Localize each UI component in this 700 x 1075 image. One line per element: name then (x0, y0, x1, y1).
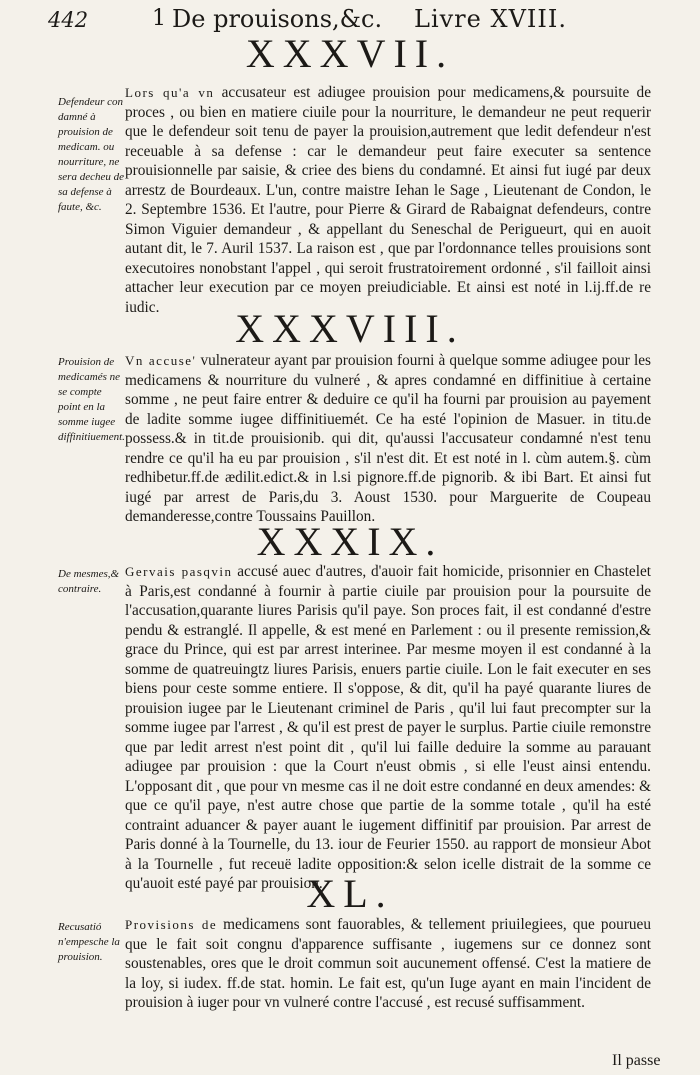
running-title: De prouisons,&c. (172, 5, 383, 33)
margin-note: De mesmes,& contraire. (58, 568, 120, 595)
section-paragraph (125, 351, 651, 527)
paragraph-lead: Provisions de (125, 917, 218, 932)
margin-note: Prouision de medicamés ne se compte point en la somme iugee diffinitiuement. (58, 356, 125, 443)
catchword: Il passe (612, 1052, 661, 1069)
section-number: XXXIX. (256, 519, 444, 564)
paragraph-lead: Vn accuse' (125, 353, 197, 368)
running-header (0, 0, 700, 33)
section-number: XXXVII. (245, 31, 455, 76)
section-number: XXXVIII. (235, 306, 465, 351)
paragraph-text: vulnerateur ayant par prouision fourni à quelque somme adiugee pour les medicamens & nourriture du vulneré , & apres condamné en diffinitiue à certaine somme , ne peut faire entrer & deduire ce qu'il ha fourni par prouision au payement de ladite somme iugee diffinitiuemét. Ce ha esté l'opinion de Masuer. in titu.de possess.& in tit.de prouisionib. qui dit, qu'aussi l'accusateur condamné n'est tenu rendre ce qu'il ha eu par prouision , s'il n'est dit. Et est noté in l. cùm autem.§. cùm redhibetur.ff.de ædilit.edict.& in l.si pignore.ff.de pignorib. & ibi Bart. Et ainsi fut iugé par arrest de Paris,du 3. Aoust 1530. pour Marguerite de Coupeau demanderesse,contre Toussains Pauillon. (125, 352, 651, 525)
margin-note: Defendeur con damné à prouision de medicam. ou nourriture, ne sera decheu de sa defense à faute, &c. (58, 96, 124, 213)
paragraph-lead: Lors qu'a vn (125, 85, 215, 100)
header-mark: 1 (152, 6, 166, 31)
section-paragraph (125, 562, 651, 894)
paragraph-text: medicamens sont fauorables, & tellement priuilegiees, que pourueu que le fait soit congnu d'apparence suffisante , iugemens sur ce donnez sont soustenables, ores que le droit commun soit aucunement offensé. C'est la matiere de la loy, si iudex. ff.de stat. homin. Le fait est, qu'un Iuge ayant en main l'incident de prouision à iuger pour vn vulneré contre l'accusé , est recusé suffisamment. (125, 916, 651, 1011)
section-paragraph (125, 83, 651, 317)
page-number: 442 (48, 8, 89, 32)
margin-note: Recusatió n'empesche la prouision. (58, 921, 120, 963)
section-paragraph (125, 915, 651, 1013)
book-label: Livre XVIII. (414, 5, 567, 33)
paragraph-lead: Gervais pasqvin (125, 564, 233, 579)
paragraph-text: accusé auec d'autres, d'auoir fait homicide, prisonnier en Chastelet à Paris,est condanné à fournir à partie ciuile par prouision pour la poursuite de l'accusation,quarante liures Parisis qu'il paye. Son proces fait, il est condanné d'estre pendu & estranglé. Il appelle, & est mené en Parlement : ou il presente remission,& grace du Prince, qui est par arrest interinee. Par mesme moyen il est condanné à la somme de quatreuingtz liures Parisis, enuers partie ciuile. Lon le fait executer en ses biens pour ceste somme entiere. Il s'oppose, & dit, qu'il ha payé quarante liures de prouision iugee par le Lieutenant criminel de Paris , qu'il lui faut precompter sur la somme iugee par l'arrest , & qu'il est prest de payer le surplus. Partie ciuile remonstre que par ledit arrest n'est point dit , qu'il lui faille deduire la somme au parauant adiugee par prouision : que la Court n'eust obmis , si elle l'eust ainsi entendu. L'opposant dit , que pour vn mesme cas il ne doit estre condanné en deux amendes: & que ce qu'il paye, n'est autre chose que partie de la somme totale , qu'il ha esté contraint aduancer & payer auant le iugement diffinitif par prouision. Par arrest de Paris donné à la Tournelle, du 13. iour de Feurier 1550. au rapport de monsieur Abot à la Tournelle , fut receuë ladite opposition:& selon icelle distrait de la somme ce qu'auoit esté payé par prouision. (125, 563, 651, 892)
section-number: XL. (306, 871, 394, 916)
paragraph-text: accusateur est adiugee prouision pour medicamens,& poursuite de proces , ou bien en matiere ciuile pour la nourriture, le demandeur ne peut requerir que le defendeur soit tenu de payer la prouision,autrement que ledit defendeur n'est receuable à sa defense : car le demandeur peut faire executer sa sentence prouisionnelle par saisie, & criee des biens du condamné. Et ainsi fut iugé par deux arrestz de Bourdeaux. L'un, contre maistre Iehan le Sage , Lieutenant de Condon, le 2. Septembre 1536. Et l'autre, pour Pierre & Girard de Rabaignat defendeurs, contre Simon Viguier demandeur , & appellant du Seneschal de Perigueurt, qui en auoit autant dit, le 7. Auril 1537. La raison est , que par l'ordonnance telles prouisions sont executoires nonobstant l'appel , qui seroit frustratoirement ordonné , s'il failloit ainsi attacher leur execution par ce moyen preiudiciable. Et ainsi est noté in l.ij.ff.de re iudic. (125, 84, 651, 316)
